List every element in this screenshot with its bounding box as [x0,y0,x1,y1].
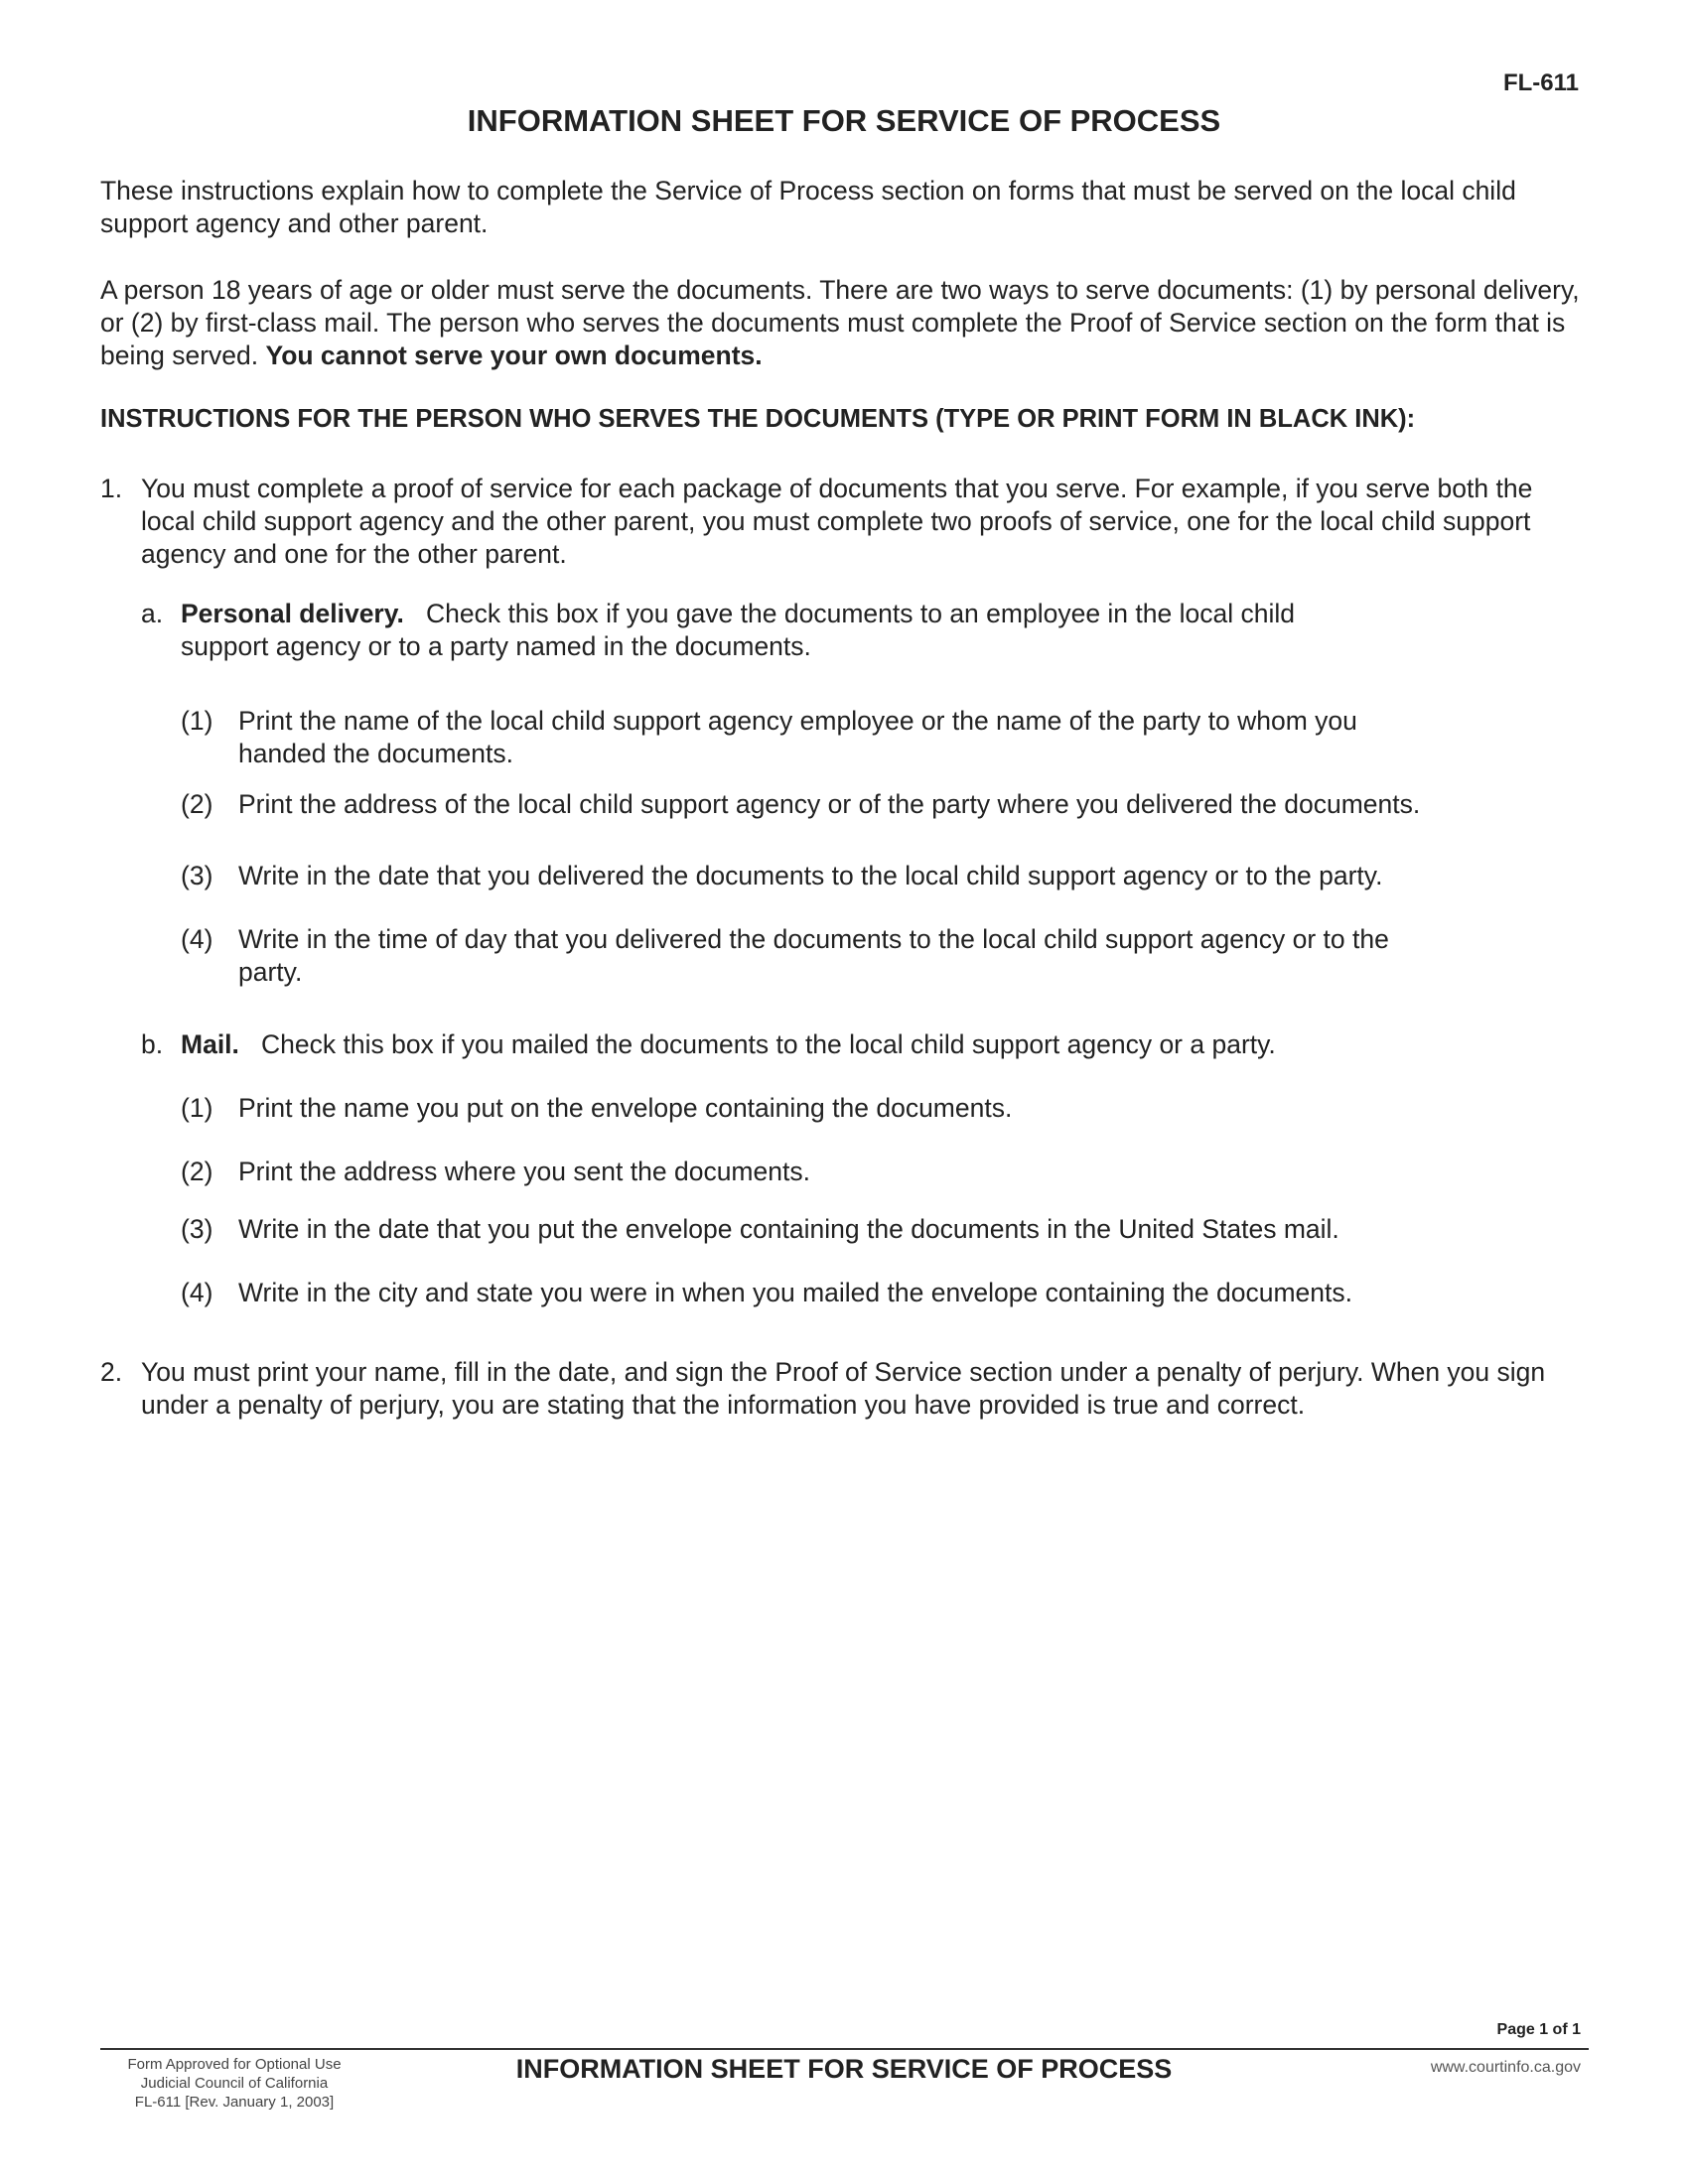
intro-paragraph-1: These instructions explain how to complete the Service of Process section on forms that must be served on the local child support agency and other parent. [100,176,1516,238]
item-1b-text [181,1028,1571,1061]
approval-line-3: FL-611 [Rev. January 1, 2003] [134,2094,335,2111]
step-number: (1) [181,706,213,736]
item-1-text: You must complete a proof of service for each package of documents that you serve. For example, if you serve both the local child support agency and the other parent, you must complete two proofs of service, one for the local child support agency and one for the other parent. [141,474,1533,569]
step-number: (1) [181,1093,213,1123]
step-text: Write in the time of day that you delivered the documents to the local child support agency or to the party. [238,924,1389,987]
step-number: (2) [181,1157,213,1186]
item-1a-label: a. [141,599,164,628]
intro-warning: You cannot serve your own documents. [265,341,763,370]
step-number: (3) [181,1214,213,1244]
page-title: INFORMATION SHEET FOR SERVICE OF PROCESS [467,103,1221,138]
instructions-heading: INSTRUCTIONS FOR THE PERSON WHO SERVES THE DOCUMENTS (TYPE OR PRINT FORM IN BLACK INK): [100,405,1416,433]
step-text: Write in the date that you delivered the documents to the local child support agency or to the party. [238,861,1383,890]
step-text: Print the address of the local child support agency or of the party where you delivered the documents. [238,789,1421,819]
item-1a-text [181,598,1362,663]
approval-line-1: Form Approved for Optional Use [127,2056,342,2073]
page-number: Page 1 of 1 [1496,2021,1581,2038]
step-number: (2) [181,789,213,819]
footer-divider [100,2048,1589,2050]
step-number: (3) [181,861,213,890]
personal-delivery-description: Check this box if you gave the documents to an employee in the local child support agency or to a party named in the documents. [181,599,1295,661]
step-text: Print the address where you sent the documents. [238,1157,810,1186]
website-link[interactable]: www.courtinfo.ca.gov [1430,2059,1581,2076]
step-number: (4) [181,924,213,954]
footer-title: INFORMATION SHEET FOR SERVICE OF PROCESS [515,2054,1173,2084]
step-number: (4) [181,1278,213,1307]
form-number: FL-611 [1502,69,1579,96]
step-text: Print the name of the local child support agency employee or the name of the party to whom you handed the documents. [238,706,1357,768]
item-1-number: 1. [100,474,123,503]
intro-paragraph-2 [100,274,1600,372]
approval-line-2: Judicial Council of California [140,2075,329,2092]
step-text: Print the name you put on the envelope containing the documents. [238,1093,1013,1123]
item-2-text: You must print your name, fill in the date, and sign the Proof of Service section under a penalty of perjury. When you sign under a penalty of perjury, you are stating that the information you have provided is true and correct. [141,1357,1546,1420]
item-1b-label: b. [141,1029,164,1059]
mail-description: Check this box if you mailed the documents to the local child support agency or a party. [261,1029,1276,1059]
personal-delivery-title: Personal delivery. [181,599,404,628]
step-text: Write in the date that you put the envelope containing the documents in the United States mail. [238,1214,1339,1244]
item-2-number: 2. [100,1357,123,1387]
intro-paragraph-2-text: A person 18 years of age or older must serve the documents. There are two ways to serve documents: (1) by personal delivery, or (2) by first-class mail. The person who serves the documents must complete the Proof of Service section on the form that is being served. [100,275,1580,370]
mail-title: Mail. [181,1029,239,1059]
step-text: Write in the city and state you were in when you mailed the envelope containing the documents. [238,1278,1353,1307]
